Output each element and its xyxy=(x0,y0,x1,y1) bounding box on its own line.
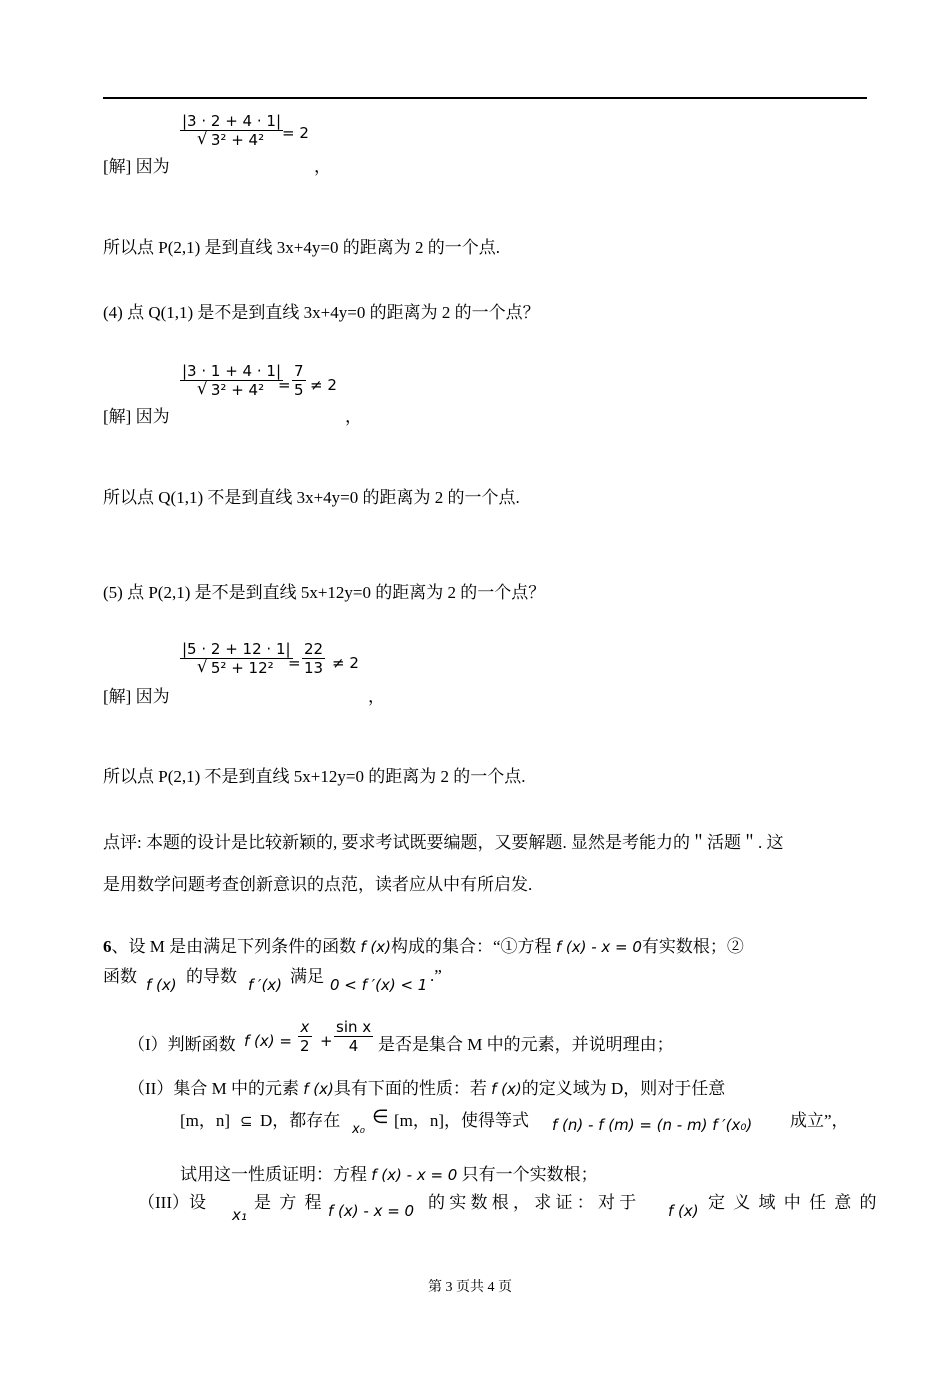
solution-label: [解] 因为 xyxy=(103,407,170,426)
part-2-line-3: 试用这一性质证明：方程 f (x) - x = 0 只有一个实数根； xyxy=(180,1165,598,1184)
fraction-x-over-2: x 2 xyxy=(300,1018,310,1055)
fraction-sinx-over-4: sin x 4 xyxy=(336,1018,372,1055)
comma: ， xyxy=(314,157,331,176)
part-2-line-1: （II）集合 M 中的元素 f (x)具有下面的性质：若 f (x)的定义域为 D，则对于任意 xyxy=(128,1079,726,1098)
fraction-distance-3: |5 · 2 + 12 · 1| √ 5² + 12² xyxy=(180,640,293,677)
symbol-x0: x₀ xyxy=(352,1122,365,1137)
part-2-text: 成立”， xyxy=(790,1111,849,1130)
subset-symbol: ⊆ xyxy=(240,1112,253,1130)
formula-inequality: 0 < f ′(x) < 1 xyxy=(330,976,428,994)
part-2-text: [m，n] xyxy=(180,1111,231,1130)
question-6-text: .” xyxy=(430,966,442,985)
question-6-text: 满足 xyxy=(290,967,324,986)
comma: ， xyxy=(345,407,362,426)
commentary-line-1: 点评: 本题的设计是比较新颖的, 要求考试既要编题，又要解题. 显然是考能力的＂活题＂. 这 xyxy=(103,833,784,852)
part-1-text: 是否是集合 M 中的元素，并说明理由； xyxy=(378,1035,674,1054)
part-3-text: 是 方 程 xyxy=(254,1193,324,1212)
fraction-22-13: 22 13 xyxy=(304,640,324,677)
question-6-text: 函数 xyxy=(103,967,137,986)
part-1-text: （I）判断函数 xyxy=(128,1035,236,1054)
plus-sign: + xyxy=(320,1032,333,1050)
equals-two: = 2 xyxy=(282,124,309,142)
conclusion-text: 所以点 P(2,1) 是到直线 3x+4y=0 的距离为 2 的一个点. xyxy=(103,238,500,257)
header-rule xyxy=(103,97,867,99)
part-3-text: 定 义 域 中 任 意 的 xyxy=(708,1193,879,1212)
part-3-text: （III）设 xyxy=(138,1193,206,1212)
comma: ， xyxy=(368,687,385,706)
fraction-seven-fifths: 7 5 xyxy=(294,362,304,399)
conclusion-text: 所以点 P(2,1) 不是到直线 5x+12y=0 的距离为 2 的一个点. xyxy=(103,767,526,786)
equals-sign: = xyxy=(278,376,291,394)
not-equal-two: ≠ 2 xyxy=(310,376,337,394)
solution-label: [解] 因为 xyxy=(103,687,170,706)
question-5: (5) 点 P(2,1) 是不是到直线 5x+12y=0 的距离为 2 的一个点？ xyxy=(103,583,546,602)
formula-derivative: f ′(x) xyxy=(248,976,283,994)
equals-sign: = xyxy=(288,654,301,672)
part-2-text: D，都存在 xyxy=(260,1111,341,1130)
page-footer: 第 3 页共 4 页 xyxy=(428,1280,512,1295)
element-symbol: ∈ xyxy=(372,1106,389,1128)
formula-fx-def: f (x) = xyxy=(244,1032,292,1050)
formula-equation: f (x) - x = 0 xyxy=(328,1202,415,1220)
question-6-line-1: 6、设 M 是由满足下列条件的函数 f (x)构成的集合：“①方程 f (x) - x = 0有实数根；② xyxy=(103,937,744,956)
formula-fx: f (x) xyxy=(146,976,177,994)
not-equal-two: ≠ 2 xyxy=(332,654,359,672)
formula-mean-value: f (n) - f (m) = (n - m) f ′(x₀) xyxy=(552,1116,753,1134)
solution-label: [解] 因为 xyxy=(103,157,170,176)
question-6-text: 的导数 xyxy=(186,967,237,986)
conclusion-text: 所以点 Q(1,1) 不是到直线 3x+4y=0 的距离为 2 的一个点. xyxy=(103,488,520,507)
fraction-distance-2: |3 · 1 + 4 · 1| √ 3² + 4² xyxy=(180,362,283,399)
question-4: (4) 点 Q(1,1) 是不是到直线 3x+4y=0 的距离为 2 的一个点？ xyxy=(103,303,540,322)
part-2-text: [m，n]，使得等式 xyxy=(394,1111,530,1130)
formula-fx: f (x) xyxy=(668,1202,699,1220)
commentary-line-2: 是用数学问题考查创新意识的点范，读者应从中有所启发. xyxy=(103,875,533,894)
part-3-text: 的 实 数 根 ， 求 证 ： 对 于 xyxy=(428,1193,637,1212)
symbol-x1: x₁ xyxy=(232,1206,247,1224)
fraction-distance-1: |3 · 2 + 4 · 1| √ 3² + 4² xyxy=(180,112,283,149)
